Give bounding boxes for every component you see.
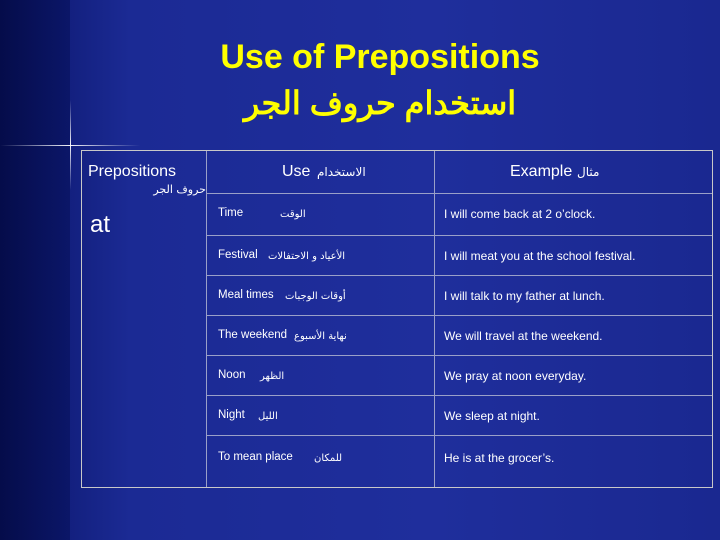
example-cell: We sleep at night. [444,409,540,423]
row-divider [206,435,712,436]
use-arabic-cell: نهاية الأسبوع [294,331,347,342]
column-divider [434,151,435,487]
row-divider [206,275,712,276]
use-arabic-cell: الأعياد و الاحتفالات [268,251,346,262]
slide-title-arabic: استخدام حروف الجر [243,85,517,121]
example-cell: I will come back at 2 o’clock. [444,207,596,221]
row-divider [206,315,712,316]
column-divider [206,151,207,487]
header-prepositions: Prepositions [88,163,177,180]
example-cell: We will travel at the weekend. [444,329,603,343]
use-arabic-cell: للمكان [314,453,343,464]
example-cell: We pray at noon everyday. [444,369,587,383]
use-cell: Night [218,409,245,421]
row-divider [206,355,712,356]
example-cell: He is at the grocer’s. [444,451,555,465]
header-use-arabic: الاستخدام [317,165,366,179]
slide-title: Use of Prepositions [220,38,540,76]
use-arabic-cell: الليل [258,411,278,422]
header-prepositions-arabic: حروف الجر [153,183,206,196]
example-cell: I will meat you at the school festival. [444,249,636,263]
use-cell: Noon [218,369,246,381]
example-cell: I will talk to my father at lunch. [444,289,605,303]
use-arabic-cell: الوقت [280,209,306,220]
prepositions-table [81,150,713,488]
header-example-arabic: مثال [577,165,600,179]
use-cell: Meal times [218,289,274,301]
row-divider [206,395,712,396]
table-header-divider [206,193,712,194]
row-divider [206,235,712,236]
header-example: Example [510,163,573,180]
use-arabic-cell: الظهر [260,371,285,382]
use-cell: To mean place [218,451,293,463]
header-use: Use [282,163,311,180]
use-arabic-cell: أوقات الوجبات [285,291,346,302]
left-decorative-band [0,0,70,540]
use-cell: Festival [218,249,258,261]
use-cell: The weekend [218,329,288,341]
preposition-at: at [90,211,111,238]
use-cell: Time [218,207,244,219]
